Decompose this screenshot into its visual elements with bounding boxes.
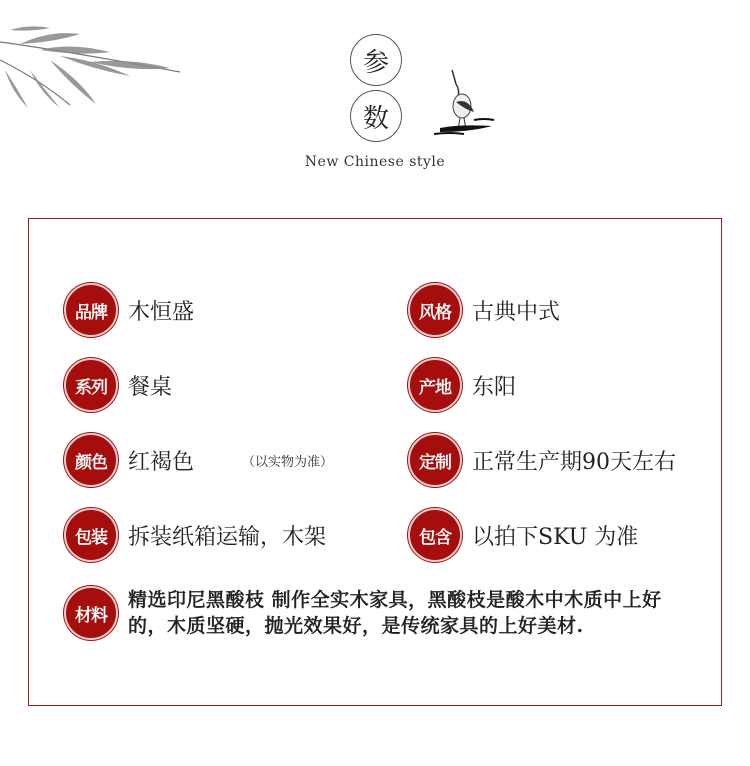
param-value: 木恒盛 bbox=[128, 299, 195, 325]
param-packaging bbox=[64, 508, 326, 562]
param-value: 精选印尼黑酸枝 制作全实木家具，黑酸枝是酸木中木质中上好的，木质坚硬，抛光效果好，是传统家具的上好美材. bbox=[128, 589, 662, 637]
param-value: 餐桌 bbox=[128, 374, 173, 400]
param-label-badge: 产地 bbox=[408, 358, 462, 412]
param-label-badge: 品牌 bbox=[64, 283, 118, 337]
param-brand bbox=[64, 283, 194, 337]
bamboo-branch-icon bbox=[0, 20, 190, 110]
param-origin bbox=[408, 358, 516, 412]
param-label-badge: 系列 bbox=[64, 358, 118, 412]
page-subtitle: New Chinese style bbox=[304, 154, 446, 170]
param-label-badge: 定制 bbox=[408, 433, 462, 487]
param-value: 拆装纸箱运输，木架 bbox=[128, 524, 327, 550]
title-char-circle: 数 bbox=[350, 90, 402, 142]
param-custom bbox=[408, 433, 676, 487]
param-label-badge: 包装 bbox=[64, 508, 118, 562]
param-label-badge: 风格 bbox=[408, 283, 462, 337]
param-value: 古典中式 bbox=[472, 299, 561, 325]
param-material bbox=[64, 586, 688, 640]
param-value: 以拍下SKU 为准 bbox=[472, 524, 639, 550]
param-series bbox=[64, 358, 172, 412]
param-value: 东阳 bbox=[472, 374, 517, 400]
param-color bbox=[64, 433, 333, 487]
param-label-badge: 颜色 bbox=[64, 433, 118, 487]
crane-icon bbox=[430, 68, 500, 140]
param-style bbox=[408, 283, 560, 337]
param-value: 红褐色 bbox=[128, 449, 195, 475]
param-value: 正常生产期90天左右 bbox=[472, 449, 676, 475]
param-includes bbox=[408, 508, 638, 562]
param-label-badge: 材料 bbox=[64, 586, 118, 640]
param-note: （以实物为准） bbox=[242, 454, 334, 470]
param-label-badge: 包含 bbox=[408, 508, 462, 562]
title-char-circle: 参 bbox=[350, 34, 402, 86]
